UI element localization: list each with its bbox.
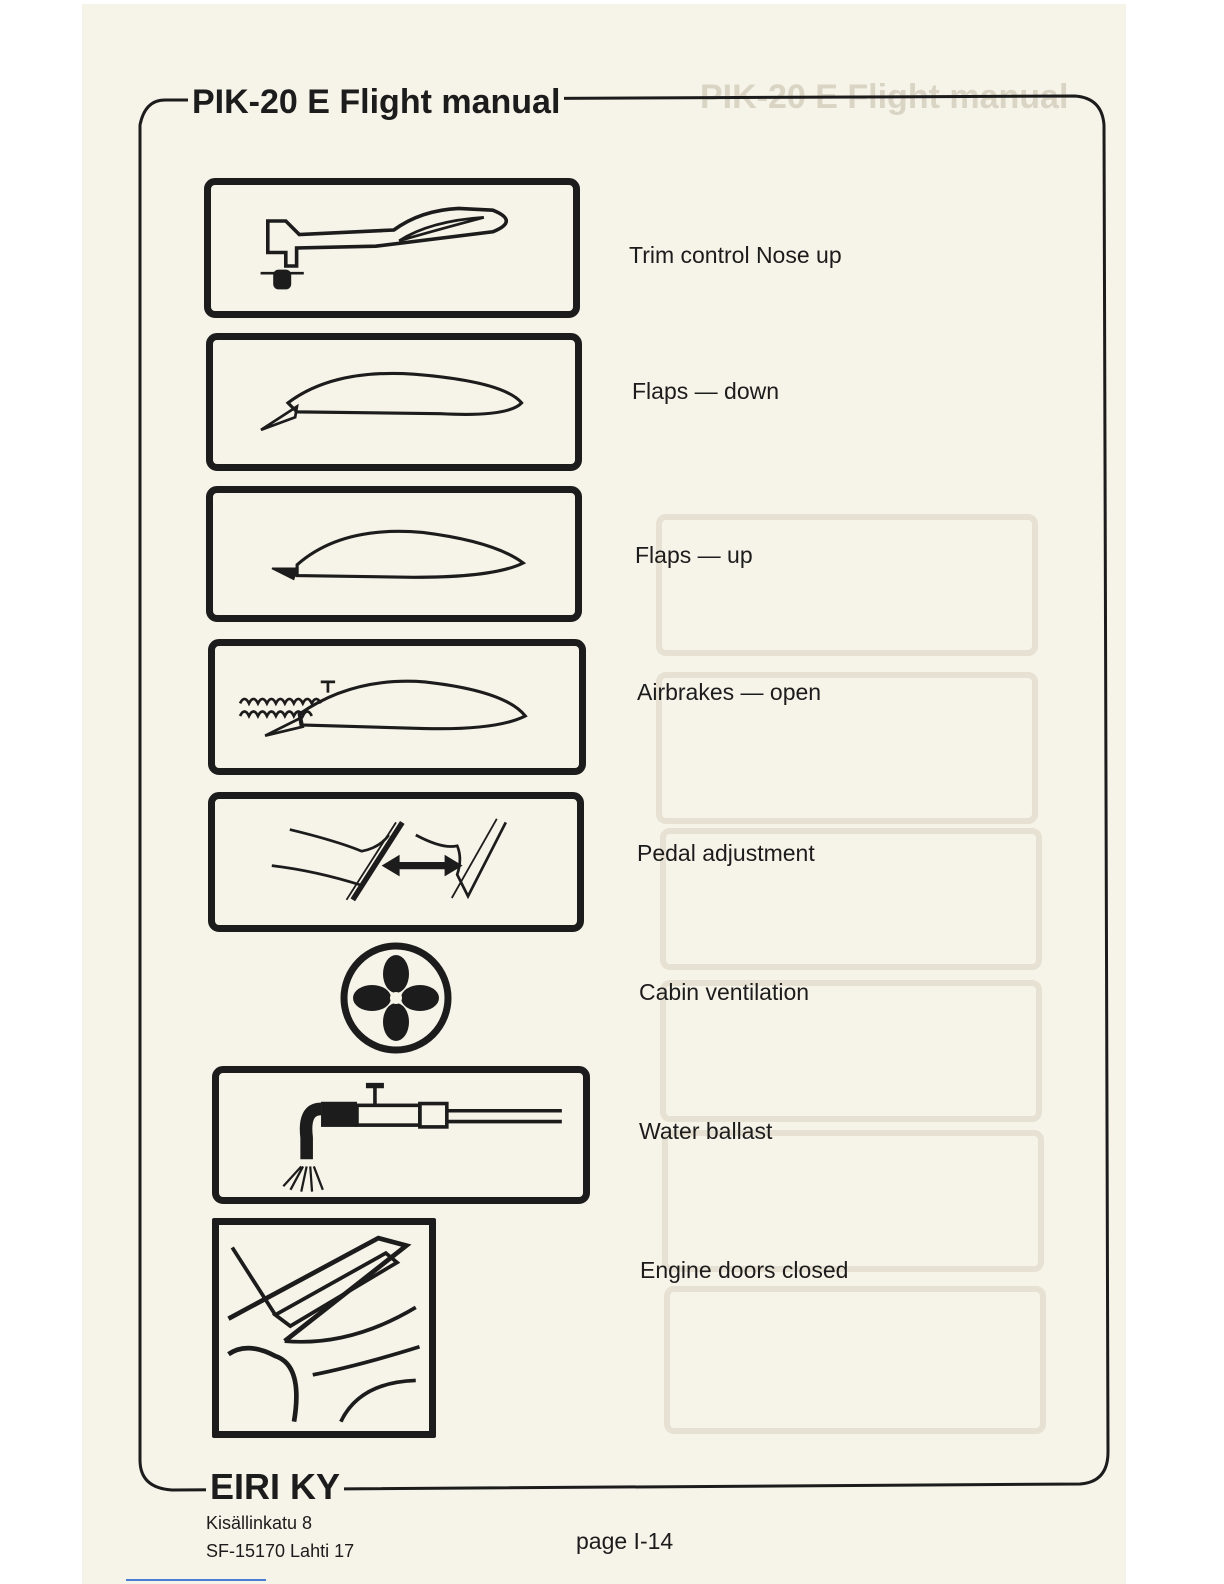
flaps-down-symbol-box	[206, 333, 582, 471]
symbol-label: Flaps — down	[632, 378, 780, 404]
symbol-label: Pedal adjustment	[637, 840, 815, 866]
symbol-label: Flaps — up	[635, 542, 753, 568]
pedal-adjustment-icon	[215, 799, 577, 925]
manual-title: PIK-20 E Flight manual	[188, 80, 564, 124]
airbrakes-symbol-box	[208, 639, 586, 775]
trim-symbol-box	[204, 178, 580, 318]
company-name: EIRI KY	[206, 1466, 344, 1508]
symbol-label: Airbrakes — open	[637, 679, 822, 705]
symbol-label: Trim control Nose up	[629, 242, 842, 268]
company-street: Kisällinkatu 8	[206, 1513, 313, 1533]
water-tap-icon	[219, 1073, 583, 1197]
fan-icon	[338, 940, 454, 1056]
bleed-through-text: PIK-20 E Flight manual	[700, 78, 1069, 116]
flaps-up-symbol-box	[206, 486, 582, 622]
page-number: page I-14	[576, 1528, 674, 1554]
engine-doors-symbol-box	[212, 1218, 436, 1438]
trim-nose-up-icon	[211, 185, 573, 311]
company-city: SF-15170 Lahti 17	[206, 1541, 355, 1561]
pedal-symbol-box	[208, 792, 584, 932]
symbol-label: Cabin ventilation	[639, 979, 810, 1005]
airbrakes-open-icon	[215, 646, 579, 768]
engine-doors-icon	[219, 1225, 429, 1431]
symbol-label: Engine doors closed	[640, 1257, 849, 1283]
water-ballast-symbol-box	[212, 1066, 590, 1204]
symbol-label: Water ballast	[639, 1118, 773, 1144]
flaps-up-icon	[213, 493, 575, 615]
flaps-down-icon	[213, 340, 575, 464]
link-underline	[126, 1579, 266, 1581]
